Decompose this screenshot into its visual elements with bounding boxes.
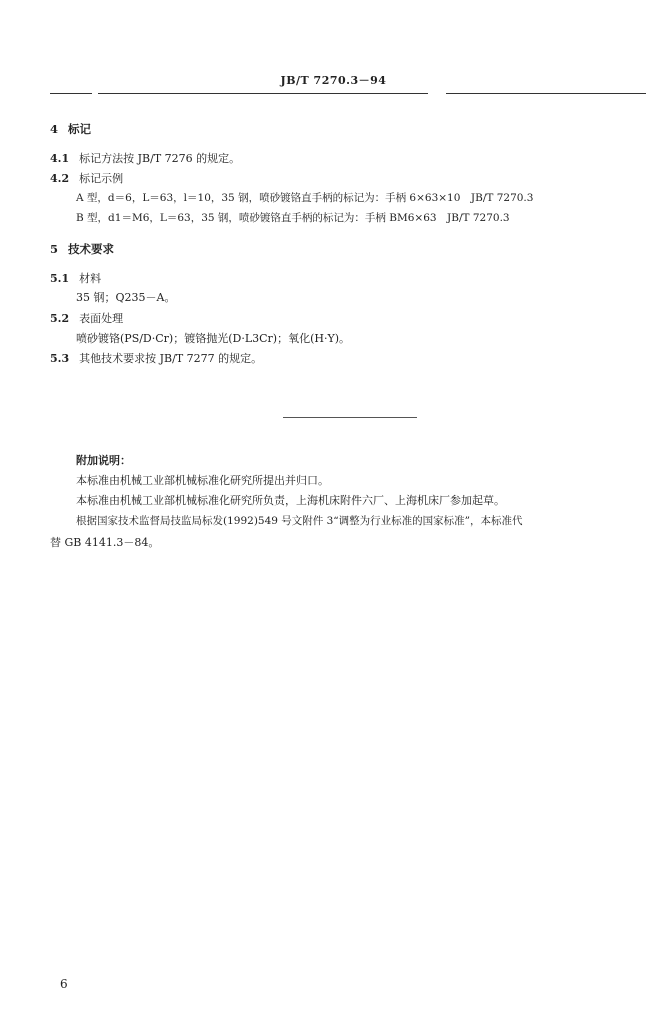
section-5-heading (50, 241, 114, 257)
clause-text: 其他技术要求按 JB/T 7277 的规定。 (79, 352, 263, 365)
header-rule-left (50, 93, 92, 94)
notes-line-2: 本标准由机械工业部机械标准化研究所负责，上海机床附件六厂、上海机床厂参加起草。 (76, 494, 505, 507)
section-4-heading (50, 121, 91, 137)
clause-5-1-heading (50, 270, 101, 286)
clause-4-1 (50, 150, 240, 166)
clause-title: 材料 (79, 272, 102, 285)
clause-number: 4.1 (50, 152, 70, 165)
clause-5-3 (50, 350, 262, 366)
clause-5-2-heading (50, 310, 123, 326)
notes-line-1: 本标准由机械工业部机械标准化研究所提出并归口。 (76, 474, 329, 487)
clause-text: 标记方法按 JB/T 7276 的规定。 (79, 152, 241, 165)
page-number: 6 (60, 977, 68, 991)
section-title: 标记 (68, 122, 92, 136)
section-title: 技术要求 (68, 242, 115, 256)
clause-number: 4.2 (50, 172, 70, 185)
marking-example-a: A 型，d＝6，L＝63，l＝10，35 钢，喷砂镀铬直手柄的标记为：手柄 6×63×10 JB/T 7270.3 (76, 192, 534, 204)
clause-4-2-heading (50, 170, 123, 186)
clause-title: 表面处理 (79, 312, 124, 325)
notes-line-3: 根据国家技术监督局技监局标发(1992)549 号文附件 3“调整为行业标准的国家标准”，本标准代 (76, 515, 523, 527)
section-number: 4 (50, 122, 59, 136)
clause-5-1-text: 35 钢；Q235－A。 (76, 291, 176, 304)
clause-number: 5.2 (50, 312, 70, 325)
clause-number: 5.3 (50, 352, 70, 365)
clause-number: 5.1 (50, 272, 70, 285)
header-rule-right (446, 93, 646, 94)
section-separator (283, 417, 417, 418)
document-code-header: JB/T 7270.3－94 (280, 74, 387, 87)
clause-title: 标记示例 (79, 172, 124, 185)
marking-example-b: B 型，d1＝M6，L＝63，35 钢，喷砂镀铬直手柄的标记为：手柄 BM6×63 JB/T 7270.3 (76, 212, 510, 224)
notes-title: 附加说明： (76, 454, 131, 467)
clause-5-2-text: 喷砂镀铬(PS/D·Cr)；镀铬抛光(D·L3Cr)；氧化(H·Y)。 (76, 332, 351, 345)
notes-line-4: 替 GB 4141.3－84。 (50, 536, 160, 549)
section-number: 5 (50, 242, 59, 256)
header-rule-main (98, 93, 428, 94)
